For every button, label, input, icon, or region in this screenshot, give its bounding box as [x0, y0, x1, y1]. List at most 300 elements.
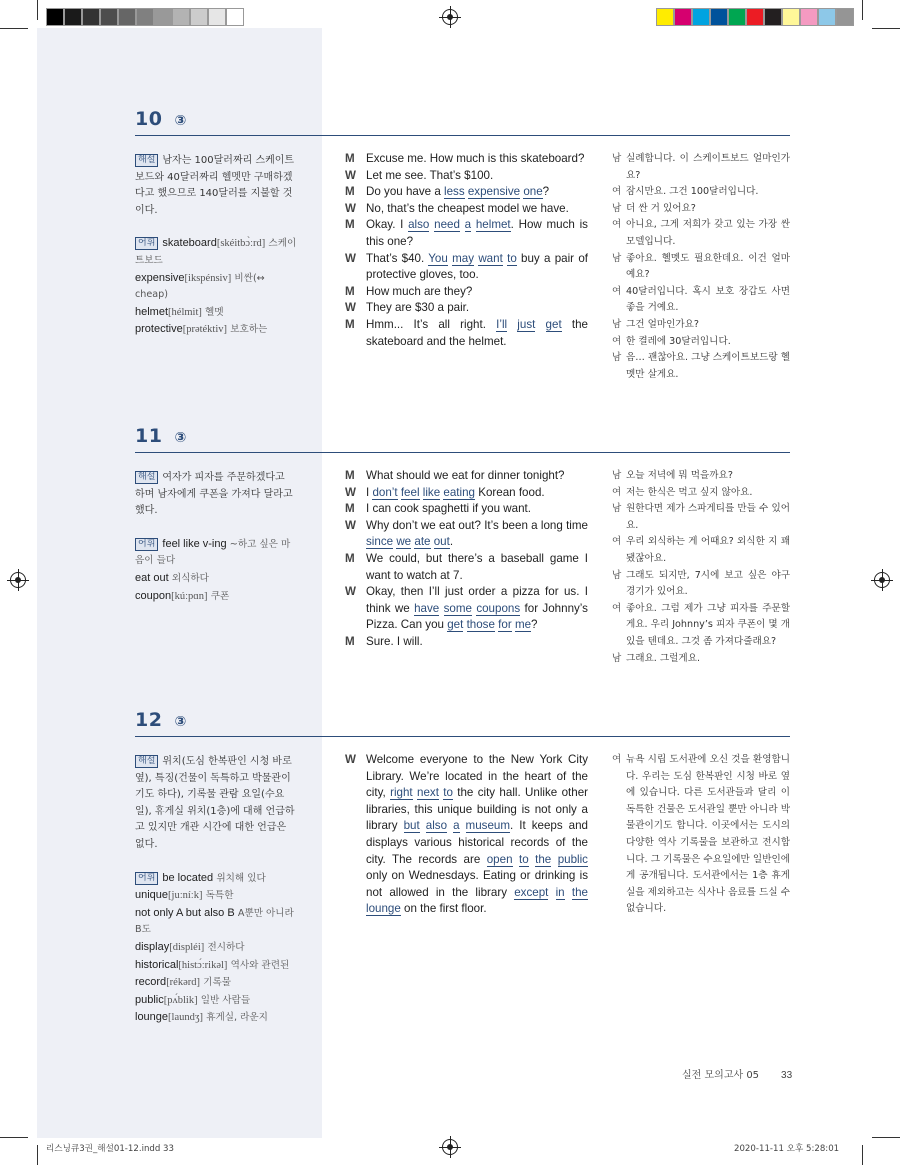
- translation-text: 오늘 저녁에 뭐 먹을까요?: [626, 470, 733, 481]
- vocab-pronunciation: [displéi]: [169, 941, 205, 953]
- utterance-text: I: [366, 485, 373, 499]
- vocab-pronunciation: [kúːpɑn]: [171, 590, 208, 602]
- dialogue-line: [345, 518, 588, 551]
- registration-mark-icon: [442, 9, 458, 25]
- vocab-item: [135, 887, 297, 905]
- vocab-word: eat out: [135, 571, 169, 584]
- blank-answer: may: [452, 251, 475, 265]
- color-swatch: [710, 8, 728, 26]
- slug-filename: 리스닝큐3권_해설01-12.indd 33: [46, 1144, 174, 1154]
- blank-answer: less: [444, 185, 465, 199]
- blank-answer: right: [390, 786, 413, 800]
- explanation-column: [135, 754, 297, 1027]
- translation-text: 그건 얼마인가요?: [626, 318, 700, 330]
- explanation-column: [135, 153, 297, 339]
- utterance-text: How much are they?: [366, 284, 473, 298]
- vocab-meaning: 헬멧: [205, 306, 224, 318]
- explanation-badge: 해설: [135, 154, 158, 167]
- vocab-word: lounge: [135, 1011, 169, 1024]
- vocab-item: [135, 536, 297, 570]
- translation-line: [612, 217, 790, 250]
- color-swatch: [746, 8, 764, 26]
- blank-answer: a: [453, 819, 460, 833]
- translation-line: [612, 651, 790, 668]
- utterance: [366, 584, 588, 634]
- utterance: [366, 168, 588, 185]
- blank-answer: You: [428, 251, 448, 265]
- speaker-label-ko: 남: [612, 202, 622, 214]
- dialogue-line: [345, 151, 588, 168]
- speaker-label-ko: 여: [612, 486, 622, 498]
- utterance: [366, 485, 588, 502]
- crop-mark: [872, 28, 900, 29]
- translation-text: 40달러입니다. 혹시 보호 장갑도 사면 좋을 거예요.: [626, 285, 790, 314]
- vocab-badge: 어휘: [135, 872, 158, 885]
- blank-answer: lounge: [366, 902, 401, 916]
- vocab-meaning: 보호하는: [230, 324, 268, 336]
- utterance-text: [551, 853, 557, 866]
- translation-line: [612, 251, 790, 284]
- vocab-item: [135, 957, 297, 975]
- blank-answer: but: [403, 819, 420, 833]
- speaker-label-ko: 남: [612, 352, 622, 364]
- vocab-word: expensive: [135, 271, 185, 284]
- translation-text: 실례합니다. 이 스케이트보드 얼마인가요?: [626, 153, 790, 181]
- explanation-text: 여자가 피자를 주문하겠다고 하며 남자에게 쿠폰을 가져다 달라고 했다.: [135, 472, 293, 517]
- translation-line: [612, 184, 790, 201]
- speaker-label-ko: 남: [612, 153, 622, 164]
- crop-mark: [862, 0, 863, 20]
- registration-mark-icon: [10, 572, 26, 588]
- dialogue-line: [345, 251, 588, 284]
- speaker-label-ko: 여: [612, 602, 622, 614]
- dialogue-line: [345, 300, 588, 317]
- speaker-label: M: [345, 284, 355, 298]
- speaker-label: W: [345, 201, 356, 215]
- blank-answer: open: [486, 852, 513, 866]
- blank-answer: I’ll: [496, 317, 508, 331]
- utterance: [366, 217, 588, 250]
- question-header: [135, 108, 790, 136]
- blank-answer: the: [571, 885, 588, 899]
- utterance-text: Okay, then I’ll just order a pizza for us. I think we: [366, 585, 588, 615]
- vocab-item: [135, 870, 297, 888]
- blank-answer: get: [447, 618, 464, 632]
- color-swatch: [226, 8, 244, 26]
- vocab-meaning: ~하고 싶은 마음이 들다: [135, 538, 291, 567]
- explanation-text: 남자는 100달러짜리 스케이트보드와 40달러짜리 헬멧만 구매하겠다고 했으므로 140달러를 지불할 것이다.: [135, 155, 295, 216]
- translation-text: 한 켤레에 30달러입니다.: [626, 335, 731, 347]
- speaker-label-ko: 남: [612, 503, 622, 515]
- vocab-item: [135, 905, 297, 939]
- translation-text: 저는 한식은 먹고 싶지 않아요.: [626, 486, 753, 498]
- vocab-pronunciation: [pʌ́blik]: [163, 994, 198, 1006]
- translation-line: [612, 501, 790, 534]
- color-swatch: [728, 8, 746, 26]
- blank-answer: feel: [400, 485, 420, 499]
- vocab-word: feel like v-ing: [162, 537, 227, 550]
- utterance-text: Hmm... It’s all right.: [366, 317, 497, 331]
- speaker-label-ko: 여: [612, 335, 622, 347]
- speaker-label: W: [345, 251, 356, 265]
- vocab-word: unique: [135, 889, 169, 902]
- utterance-text: Why don’t we eat out? It’s been a long time: [366, 518, 588, 532]
- utterance-text: .: [449, 535, 454, 549]
- question-number: 12: [135, 709, 163, 731]
- question-header: [135, 425, 790, 453]
- registration-mark-icon: [442, 1139, 458, 1155]
- speaker-label-ko: 남: [612, 318, 622, 330]
- explanation-block: [135, 754, 297, 854]
- color-swatch: [818, 8, 836, 26]
- color-swatch: [656, 8, 674, 26]
- utterance-text: [460, 218, 465, 231]
- vocab-word: record: [135, 976, 167, 989]
- utterance-text: That’s $40.: [366, 251, 429, 265]
- utterance-text: buy a pair of protective gloves, too.: [366, 251, 588, 282]
- blank-answer: like: [422, 485, 441, 499]
- page-number: 33: [781, 1070, 793, 1081]
- dialogue-line: [345, 468, 588, 485]
- question-section-11: [135, 425, 790, 664]
- utterance: [366, 752, 588, 918]
- dialogue-line: [345, 551, 588, 584]
- vocab-word: be located: [162, 871, 214, 884]
- blank-answer: also: [425, 819, 448, 833]
- gray-color-bar: [46, 8, 244, 26]
- vocab-word: skateboard: [162, 237, 217, 250]
- utterance: [366, 634, 588, 651]
- utterance: [366, 501, 588, 518]
- utterance-text: They are $30 a pair.: [366, 301, 470, 315]
- utterance-text: [548, 886, 555, 899]
- color-swatch: [154, 8, 172, 26]
- translation-line: [612, 284, 790, 317]
- question-section-12: [135, 709, 790, 1024]
- speaker-label: M: [345, 218, 355, 232]
- utterance: [366, 518, 588, 551]
- utterance-text: Sure. I will.: [366, 634, 423, 648]
- vocab-meaning: 휴게실, 라운지: [206, 1012, 268, 1024]
- vocab-word: public: [135, 993, 164, 1006]
- utterance: [366, 284, 588, 301]
- vocab-list: [135, 536, 297, 605]
- vocab-badge: 어휘: [135, 538, 158, 551]
- utterance-text: the skateboard and the helmet.: [366, 317, 588, 348]
- blank-answer: museum: [465, 819, 511, 833]
- utterance-text: [420, 819, 426, 832]
- speaker-label: M: [345, 469, 355, 482]
- vocab-item: [135, 1009, 297, 1027]
- utterance: [366, 151, 588, 168]
- vocab-item: [135, 992, 297, 1010]
- vocab-list: [135, 235, 297, 339]
- translation-text: 원한다면 제가 스파게티를 만들 수 있어요.: [626, 503, 790, 531]
- vocab-pronunciation: [hélmit]: [168, 306, 202, 318]
- color-swatch: [46, 8, 64, 26]
- blank-answer: in: [555, 885, 565, 899]
- utterance-text: What should we eat for dinner tonight?: [366, 469, 565, 482]
- dialogue-line: [345, 634, 588, 651]
- vocab-pronunciation: [juːníːk]: [168, 890, 203, 902]
- dialogue-script: [345, 468, 588, 651]
- crop-mark: [37, 0, 38, 20]
- vocab-item: [135, 570, 297, 588]
- blank-answer: next: [417, 786, 439, 800]
- dialogue-line: [345, 201, 588, 218]
- speaker-label: M: [345, 152, 355, 165]
- dialogue-script: [345, 752, 588, 918]
- blank-answer: coupons: [476, 601, 521, 615]
- vocab-pronunciation: [skéitbɔ̀ːrd]: [216, 238, 266, 250]
- utterance-text: ?: [531, 618, 538, 632]
- color-swatch: [800, 8, 818, 26]
- utterance-text: Okay. I: [366, 218, 409, 232]
- crop-mark: [37, 1145, 38, 1165]
- blank-answer: ate: [414, 535, 431, 549]
- speaker-label-ko: 여: [612, 754, 622, 765]
- speaker-label: M: [345, 317, 355, 331]
- question-header: [135, 709, 790, 737]
- utterance-text: . How much is this one?: [366, 218, 588, 248]
- vocab-word: coupon: [135, 589, 172, 602]
- blank-answer: one: [523, 185, 543, 199]
- dialogue-line: [345, 485, 588, 502]
- speaker-label-ko: 남: [612, 470, 622, 481]
- blank-answer: those: [466, 618, 495, 632]
- vocab-item: [135, 270, 297, 304]
- blank-answer: some: [443, 601, 472, 615]
- blank-answer: to: [518, 852, 529, 866]
- utterance-text: Welcome everyone to the New York City Library. We’re located in the heart of the city,: [366, 753, 588, 800]
- question-number: 10: [135, 108, 163, 130]
- vocab-list: [135, 870, 297, 1027]
- vocab-meaning: A뿐만 아니라 B도: [135, 907, 294, 936]
- vocab-meaning: 전시하다: [207, 941, 245, 953]
- translation-text: 좋아요. 그럼 제가 그냥 피자를 주문할게요. 우리 Johnny’s 피자 쿠폰이 몇 개 있을 텐데요. 그것 좀 가져다줄래요?: [626, 602, 790, 647]
- utterance-text: Do you have a: [366, 185, 444, 199]
- question-number: 11: [135, 425, 163, 447]
- vocab-meaning: 역사와 관련된: [230, 959, 290, 971]
- utterance-text: the city hall. Unlike other libraries, this unique building is not only a library: [366, 786, 588, 833]
- speaker-label-ko: 여: [612, 219, 622, 231]
- utterance-text: [460, 819, 466, 832]
- translation-line: [612, 317, 790, 334]
- translation-line: [612, 334, 790, 351]
- vocab-word: historical: [135, 958, 179, 971]
- translation-text: 뉴욕 시립 도서관에 오신 것을 환영합니다. 우리는 도심 한복판인 시청 바로 옆에 있습니다. 다른 도서관들과 달리 이 독특한 건물은 도서관일 뿐만 아니라 박물관이기도 합니다. 이곳에서는 도시의 다양한 역사 기록물을 보관하고 전시합니다. 그 기록물은 수요일에만 일반인에게 공개됩니다. 도서관에서는 1층 휴게실을 제외하고는 식사나 음료를 드실 수 없습니다.: [626, 754, 790, 915]
- blank-answer: want: [478, 251, 503, 265]
- dialogue-line: [345, 584, 588, 634]
- vocab-item: [135, 939, 297, 957]
- vocab-meaning: 스케이트보드: [135, 238, 297, 266]
- blank-answer: since: [366, 535, 394, 549]
- translation-line: [612, 534, 790, 567]
- process-color-bar: [656, 8, 854, 26]
- vocab-pronunciation: [rékərd]: [166, 977, 200, 989]
- vocab-meaning: 기록물: [203, 977, 231, 989]
- dialogue-line: [345, 752, 588, 918]
- slug-timestamp: 2020-11-11 오후 5:28:01: [734, 1144, 840, 1154]
- blank-answer: a: [464, 218, 472, 232]
- utterance-text: Korean food.: [475, 485, 545, 499]
- translation-text: 아니요, 그게 저희가 갖고 있는 가장 싼 모델입니다.: [626, 219, 790, 247]
- color-swatch: [208, 8, 226, 26]
- blank-answer: helmet: [475, 218, 511, 232]
- dialogue-script: [345, 151, 588, 350]
- answer-mark: ③: [174, 714, 187, 730]
- korean-translation: [612, 752, 790, 918]
- color-swatch: [692, 8, 710, 26]
- blank-answer: the: [535, 852, 552, 866]
- question-section-10: [135, 108, 790, 380]
- translation-line: [612, 201, 790, 218]
- vocab-meaning: 비싼(↔ cheap): [135, 272, 265, 301]
- vocab-meaning: 독특한: [205, 890, 234, 902]
- speaker-label-ko: 여: [612, 285, 622, 297]
- blank-answer: get: [545, 317, 562, 331]
- speaker-label: M: [345, 551, 355, 565]
- utterance-text: [565, 886, 572, 899]
- answer-mark: ③: [174, 430, 187, 446]
- utterance-text: ?: [542, 185, 550, 199]
- utterance: [366, 317, 588, 350]
- translation-line: [612, 151, 790, 184]
- blank-answer: eating: [443, 485, 475, 499]
- utterance-text: only on Wednesdays. Eating or drinking is not allowed in the library: [366, 869, 588, 899]
- utterance-text: We could, but there’s a baseball game I want to watch at 7.: [366, 551, 588, 582]
- dialogue-line: [345, 184, 588, 201]
- blank-answer: me: [514, 618, 532, 632]
- dialogue-line: [345, 217, 588, 250]
- explanation-badge: 해설: [135, 755, 158, 768]
- utterance: [366, 184, 588, 201]
- utterance-text: [439, 602, 443, 615]
- color-swatch: [100, 8, 118, 26]
- speaker-label: M: [345, 185, 355, 199]
- speaker-label: W: [345, 168, 356, 182]
- explanation-badge: 해설: [135, 471, 158, 484]
- vocab-meaning: 위치해 있다: [216, 872, 266, 884]
- translation-text: 우리 외식하는 게 어때요? 외식한 지 꽤 됐잖아요.: [626, 536, 790, 564]
- utterance-text: Excuse me. How much is this skateboard?: [366, 152, 585, 165]
- vocab-pronunciation: [ikspénsiv]: [184, 272, 232, 284]
- blank-answer: don’t: [372, 485, 398, 499]
- speaker-label-ko: 남: [612, 652, 622, 664]
- utterance: [366, 300, 588, 317]
- vocab-word: helmet: [135, 305, 169, 318]
- dialogue-line: [345, 501, 588, 518]
- translation-line: [612, 485, 790, 502]
- vocab-word: not only A but also B: [135, 906, 235, 919]
- vocab-meaning: 외식하다: [171, 572, 209, 584]
- blank-answer: except: [514, 885, 549, 899]
- utterance-text: Let me see. That’s $100.: [366, 168, 494, 182]
- vocab-item: [135, 321, 297, 339]
- speaker-label: W: [345, 753, 356, 766]
- translation-text: 더 싼 거 있어요?: [626, 202, 696, 214]
- speaker-label-ko: 여: [612, 186, 622, 198]
- korean-translation: [612, 151, 790, 383]
- vocab-pronunciation: [histɔ́ːrikəl]: [178, 959, 228, 971]
- color-swatch: [836, 8, 854, 26]
- blank-answer: public: [557, 852, 588, 866]
- translation-text: 그래요. 그럴게요.: [626, 652, 701, 664]
- translation-line: [612, 752, 790, 918]
- speaker-label: W: [345, 485, 356, 499]
- blank-answer: for: [498, 618, 512, 632]
- speaker-label-ko: 남: [612, 252, 622, 264]
- blank-answer: have: [414, 601, 440, 615]
- crop-mark: [862, 1145, 863, 1165]
- color-swatch: [172, 8, 190, 26]
- blank-answer: to: [443, 786, 453, 800]
- explanation-block: [135, 470, 297, 520]
- translation-line: [612, 350, 790, 383]
- blank-answer: we: [396, 535, 412, 549]
- dialogue-line: [345, 168, 588, 185]
- translation-line: [612, 568, 790, 601]
- explanation-text: 위치(도심 한복판인 시청 바로 옆), 특징(건물이 독특하고 박물관이기도 하다), 기록물 관람 요일(수요일), 휴게실 위치(1층)에 대해 언급하고 있지만 개관 시간에 대한 언급은 없다.: [135, 756, 295, 850]
- vocab-word: display: [135, 940, 170, 953]
- utterance-text: [535, 318, 545, 331]
- vocab-meaning: 쿠폰: [210, 590, 230, 602]
- color-swatch: [674, 8, 692, 26]
- speaker-label: M: [345, 502, 355, 516]
- color-swatch: [136, 8, 154, 26]
- blank-answer: need: [434, 218, 460, 232]
- answer-mark: ③: [174, 113, 187, 129]
- speaker-label: M: [345, 634, 355, 648]
- utterance: [366, 551, 588, 584]
- color-swatch: [782, 8, 800, 26]
- vocab-badge: 어휘: [135, 237, 158, 250]
- blank-answer: also: [408, 218, 430, 232]
- dialogue-line: [345, 284, 588, 301]
- translation-line: [612, 468, 790, 485]
- dialogue-line: [345, 317, 588, 350]
- vocab-item: [135, 235, 297, 269]
- vocab-item: [135, 588, 297, 606]
- speaker-label: W: [345, 301, 356, 315]
- color-swatch: [118, 8, 136, 26]
- color-swatch: [190, 8, 208, 26]
- crop-mark: [872, 1137, 900, 1138]
- translation-text: 그래도 되지만, 7시에 보고 싶은 야구 경기가 있어요.: [626, 569, 790, 598]
- utterance: [366, 201, 588, 218]
- translation-line: [612, 601, 790, 651]
- blank-answer: just: [517, 317, 536, 331]
- footer-label: 실전 모의고사 05: [682, 1070, 760, 1081]
- utterance: [366, 468, 588, 485]
- page-footer: [682, 1066, 792, 1081]
- vocab-pronunciation: [prətéktiv]: [182, 324, 228, 336]
- translation-text: 잠시만요. 그건 100달러입니다.: [626, 186, 759, 198]
- registration-mark-icon: [874, 572, 890, 588]
- utterance-text: on the first floor.: [400, 902, 487, 916]
- translation-text: 좋아요. 헬멧도 필요한데요. 이건 얼마예요?: [626, 252, 790, 281]
- explanation-column: [135, 470, 297, 605]
- vocab-pronunciation: [laundʒ]: [168, 1012, 204, 1024]
- speaker-label-ko: 여: [612, 536, 622, 548]
- vocab-item: [135, 304, 297, 322]
- blank-answer: expensive: [467, 185, 521, 199]
- translation-text: 음… 괜찮아요. 그냥 스케이트보드랑 헬멧만 살게요.: [626, 352, 790, 380]
- crop-mark: [0, 28, 28, 29]
- blank-answer: to: [507, 251, 517, 265]
- color-swatch: [82, 8, 100, 26]
- vocab-item: [135, 974, 297, 992]
